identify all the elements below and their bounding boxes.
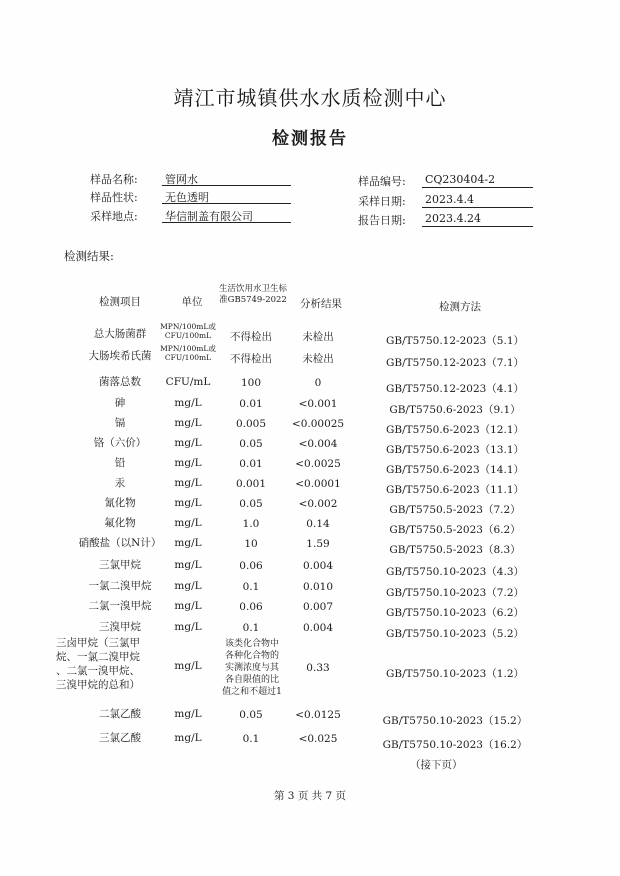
row-limit: 0.06: [239, 560, 263, 572]
row-result: 0.007: [302, 601, 334, 613]
results-label: 检测结果:: [64, 249, 114, 263]
row-limit: 0.06: [239, 601, 263, 613]
row-item: 氟化物: [104, 517, 136, 529]
row-method: GB/T5750.10-2023（7.2）: [385, 587, 525, 599]
row-result: <0.00025: [291, 418, 345, 430]
row-unit: mg/L: [174, 517, 202, 529]
row-result: 0.004: [302, 560, 334, 572]
row-result: <0.002: [298, 498, 338, 510]
row-method: GB/T5750.6-2023（14.1）: [385, 464, 525, 476]
row-limit: 0.05: [239, 498, 263, 510]
row-method: GB/T5750.10-2023（16.2）: [382, 739, 528, 751]
row-limit: 0.01: [239, 398, 263, 410]
row-result: <0.0025: [295, 458, 341, 470]
row-item: 氰化物: [104, 497, 136, 509]
row-unit: MPN/100mL或CFU/100mL: [160, 344, 216, 362]
row-limit: 不得检出: [230, 353, 272, 365]
sample-place-label: 采样地点:: [90, 210, 138, 223]
row-result: 0: [314, 377, 322, 389]
row-method: GB/T5750.10-2023（6.2）: [385, 607, 525, 619]
continue-note: （接下页）: [410, 759, 463, 771]
header-unit: 单位: [181, 296, 203, 308]
row-method: GB/T5750.5-2023（7.2）: [389, 504, 521, 516]
row-item: 一氯二溴甲烷: [88, 580, 152, 592]
row-method: GB/T5750.6-2023（12.1）: [385, 424, 525, 436]
thm-item: [56, 636, 156, 692]
row-result: <0.004: [298, 438, 338, 450]
row-unit: mg/L: [174, 397, 202, 409]
row-method: GB/T5750.10-2023（5.2）: [385, 628, 525, 640]
row-unit: mg/L: [174, 537, 202, 549]
sample-trait-value: 无色透明: [162, 189, 291, 204]
thm-item-line: 三溴甲烷的总和）: [56, 679, 140, 691]
row-unit: mg/L: [174, 580, 202, 592]
row-item: 硝酸盐（以N计）: [78, 537, 162, 549]
thm-limit-line: 各种化合物的: [224, 651, 279, 661]
row-limit: 1.0: [242, 518, 260, 530]
sample-no-value: CQ230404-2: [422, 173, 533, 188]
page-footer: 第 3 页 共 7 页: [273, 790, 347, 802]
row-method: GB/T5750.6-2023（9.1）: [389, 404, 521, 416]
row-result: 0.004: [302, 622, 334, 634]
row-unit: mg/L: [174, 437, 202, 449]
row-method: GB/T5750.5-2023（8.3）: [389, 544, 521, 556]
row-limit: 0.05: [239, 438, 263, 450]
row-item: 镉: [114, 417, 126, 429]
row-limit: 0.1: [242, 733, 260, 745]
row-limit: 0.005: [235, 418, 267, 430]
row-limit: 0.1: [242, 622, 260, 634]
row-result: <0.025: [298, 733, 338, 745]
row-method: GB/T5750.6-2023（13.1）: [385, 444, 525, 456]
row-method: GB/T5750.12-2023（5.1）: [385, 335, 525, 347]
row-item: 菌落总数: [99, 376, 141, 388]
row-limit: 0.001: [235, 478, 267, 490]
row-method: GB/T5750.10-2023（15.2）: [382, 715, 528, 727]
row-item: 三溴甲烷: [99, 621, 141, 633]
thm-limit-line: 实测浓度与其: [224, 663, 279, 673]
report-date-label: 报告日期:: [358, 214, 406, 227]
row-limit: 0.05: [239, 709, 263, 721]
row-item: 砷: [114, 397, 126, 409]
sample-name-label: 样品名称:: [90, 173, 138, 186]
row-limit: 0.1: [242, 581, 260, 593]
header-result: 分析结果: [300, 298, 342, 310]
row-limit: 100: [240, 377, 262, 389]
org-title: 靖江市城镇供水水质检测中心: [173, 86, 447, 110]
report-date-value: 2023.4.24: [422, 212, 533, 227]
sample-date-label: 采样日期:: [358, 195, 406, 208]
row-item: 二氯一溴甲烷: [88, 600, 152, 612]
row-result: <0.001: [298, 398, 338, 410]
row-limit: 10: [244, 538, 258, 550]
thm-limit-line: 该类化合物中: [224, 639, 279, 649]
row-unit: CFU/mL: [165, 376, 211, 388]
row-unit: mg/L: [174, 559, 202, 571]
row-result: 0.14: [306, 518, 330, 530]
row-method: GB/T5750.10-2023（4.3）: [385, 566, 525, 578]
header-standard: 生活饮用水卫生标准GB5749-2022: [218, 284, 287, 305]
sample-trait-label: 样品性状:: [90, 191, 138, 204]
row-item: 三氯乙酸: [99, 732, 141, 744]
row-result: 0.010: [302, 581, 334, 593]
row-method: GB/T5750.6-2023（11.1）: [385, 484, 525, 496]
row-unit: mg/L: [174, 477, 202, 489]
row-item: 二氯乙酸: [99, 708, 141, 720]
sample-name-value: 管网水: [162, 171, 291, 186]
row-result: 未检出: [302, 331, 334, 343]
row-unit: mg/L: [174, 708, 202, 720]
sample-date-value: 2023.4.4: [422, 193, 533, 208]
thm-item-line: 烷、一氯二溴甲烷: [56, 651, 140, 663]
sample-no-label: 样品编号:: [358, 175, 406, 188]
row-item: 三氯甲烷: [99, 559, 141, 571]
row-item: 汞: [114, 477, 126, 489]
row-unit: MPN/100mL或CFU/100mL: [160, 322, 216, 340]
row-method: GB/T5750.12-2023（7.1）: [385, 357, 525, 369]
header-item: 检测项目: [99, 296, 141, 308]
row-unit: mg/L: [174, 621, 202, 633]
row-unit: mg/L: [174, 417, 202, 429]
row-unit: mg/L: [174, 600, 202, 612]
row-method: GB/T5750.5-2023（6.2）: [389, 524, 521, 536]
row-unit: mg/L: [174, 497, 202, 509]
row-item: 总大肠菌群: [93, 328, 147, 340]
thm-limit: [212, 638, 292, 698]
row-item: 铬（六价）: [93, 437, 147, 449]
row-result: <0.0125: [295, 709, 341, 721]
row-result: 1.59: [306, 538, 330, 550]
row-unit: mg/L: [174, 732, 202, 744]
row-method: GB/T5750.12-2023（4.1）: [385, 383, 525, 395]
row-limit: 不得检出: [230, 331, 272, 343]
thm-limit-line: 值之和不超过1: [222, 687, 282, 697]
row-unit: mg/L: [174, 457, 202, 469]
thm-item-line: 三卤甲烷（三氯甲: [56, 637, 140, 649]
row-limit: 0.01: [239, 458, 263, 470]
row-item: 铅: [114, 457, 126, 469]
row-result: <0.0001: [295, 478, 341, 490]
header-method: 检测方法: [439, 301, 481, 313]
row-result: 未检出: [302, 353, 334, 365]
sample-place-value: 华信制盖有限公司: [162, 208, 291, 223]
thm-unit: mg/L: [174, 660, 202, 672]
thm-result: 0.33: [306, 662, 330, 674]
thm-item-line: 、二氯一溴甲烷、: [56, 665, 140, 677]
report-title: 检测报告: [272, 129, 348, 149]
thm-method: GB/T5750.10-2023（1.2）: [385, 668, 525, 680]
thm-limit-line: 各自限值的比: [224, 675, 279, 685]
row-item: 大肠埃希氏菌: [88, 350, 152, 362]
